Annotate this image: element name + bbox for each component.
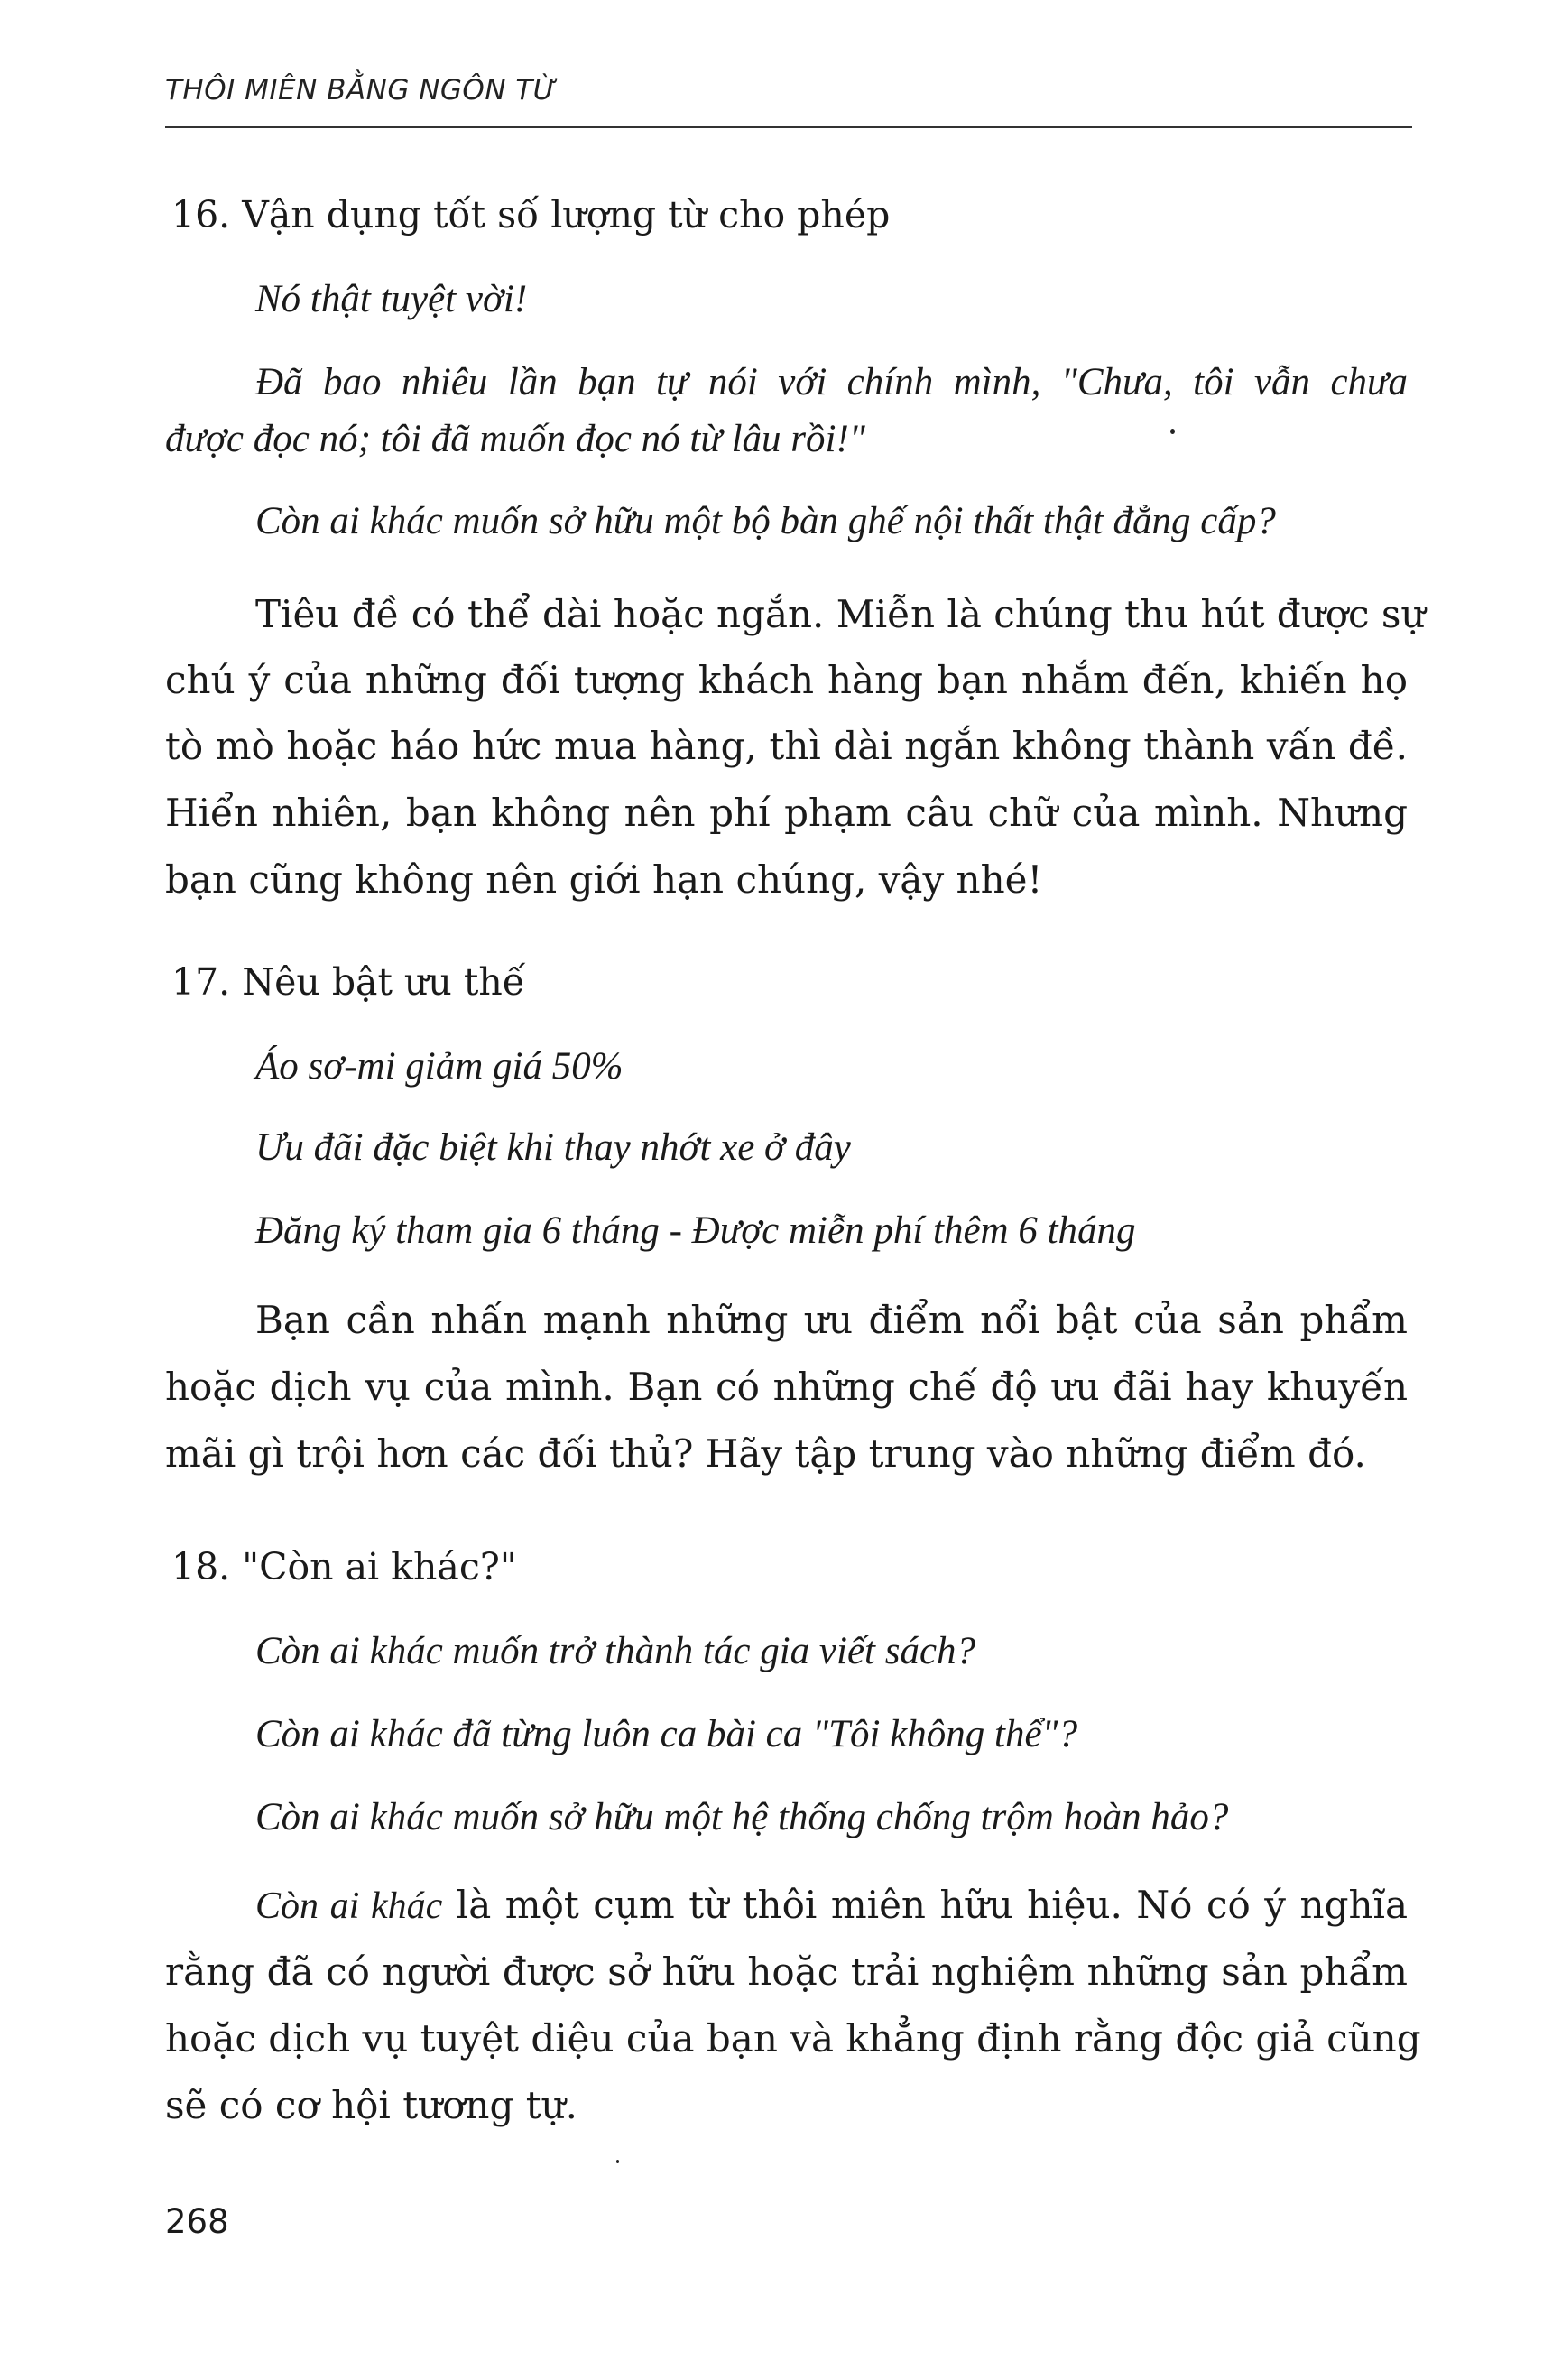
section-18-paragraph-lead-phrase: Còn ai khác bbox=[255, 1885, 443, 1927]
section-16-heading: 16. Vận dụng tốt số lượng từ cho phép bbox=[171, 193, 891, 236]
scan-speck bbox=[1170, 429, 1175, 434]
section-17-example-3: Đăng ký tham gia 6 tháng - Được miễn phí thêm 6 tháng bbox=[255, 1209, 1136, 1252]
running-header: THÔI MIÊN BẰNG NGÔN TỪ bbox=[165, 74, 558, 106]
header-divider bbox=[165, 126, 1412, 128]
section-18-paragraph-line-2: rằng đã có người được sở hữu hoặc trải nghiệm những sản phẩm bbox=[165, 1949, 1408, 1994]
section-16-paragraph-line-3: tò mò hoặc háo hức mua hàng, thì dài ngắn không thành vấn đề. bbox=[165, 724, 1408, 768]
section-17-example-2: Ưu đãi đặc biệt khi thay nhớt xe ở đây bbox=[255, 1126, 851, 1169]
section-18-paragraph-line-3: hoặc dịch vụ tuyệt diệu của bạn và khẳng định rằng độc giả cũng bbox=[165, 2016, 1421, 2061]
section-16-example-1: Nó thật tuyệt vời! bbox=[255, 278, 528, 320]
section-17-heading: 17. Nêu bật ưu thế bbox=[171, 960, 525, 1004]
section-17-paragraph-line-1: Bạn cần nhấn mạnh những ưu điểm nổi bật của sản phẩm bbox=[255, 1298, 1408, 1342]
section-16-paragraph-line-1: Tiêu đề có thể dài hoặc ngắn. Miễn là chúng thu hút được sự bbox=[255, 592, 1426, 636]
section-18-example-1: Còn ai khác muốn trở thành tác gia viết sách? bbox=[255, 1630, 976, 1672]
page-number: 268 bbox=[165, 2202, 229, 2241]
section-18-paragraph-lead-rest: là một cụm từ thôi miên hữu hiệu. Nó có ý nghĩa bbox=[442, 1883, 1408, 1927]
section-16-paragraph-line-4: Hiển nhiên, bạn không nên phí phạm câu chữ của mình. Nhưng bbox=[165, 791, 1408, 835]
section-17-example-1: Áo sơ-mi giảm giá 50% bbox=[255, 1045, 624, 1088]
section-18-paragraph-line-4: sẽ có cơ hội tương tự. bbox=[165, 2083, 577, 2127]
section-16-example-2: Đã bao nhiêu lần bạn tự nói với chính mình, "Chưa, tôi vẫn chưa bbox=[255, 361, 1408, 403]
section-18-heading: 18. "Còn ai khác?" bbox=[171, 1545, 517, 1588]
section-16-example-3: Còn ai khác muốn sở hữu một bộ bàn ghế nội thất thật đẳng cấp? bbox=[255, 500, 1276, 542]
section-17-paragraph-line-3: mãi gì trội hơn các đối thủ? Hãy tập trung vào những điểm đó. bbox=[165, 1431, 1366, 1476]
section-18-paragraph-line-1 bbox=[255, 1883, 1408, 1927]
section-17-paragraph-line-2: hoặc dịch vụ của mình. Bạn có những chế độ ưu đãi hay khuyến bbox=[165, 1365, 1408, 1409]
scan-speck bbox=[616, 2160, 619, 2163]
section-16-paragraph-line-2: chú ý của những đối tượng khách hàng bạn nhắm đến, khiến họ bbox=[165, 658, 1408, 702]
section-18-example-3: Còn ai khác muốn sở hữu một hệ thống chống trộm hoàn hảo? bbox=[255, 1796, 1229, 1838]
section-18-example-2: Còn ai khác đã từng luôn ca bài ca "Tôi không thể"? bbox=[255, 1713, 1078, 1755]
section-16-example-2-continued: được đọc nó; tôi đã muốn đọc nó từ lâu rồi!" bbox=[165, 418, 865, 460]
section-16-paragraph-line-5: bạn cũng không nên giới hạn chúng, vậy nhé! bbox=[165, 857, 1043, 902]
